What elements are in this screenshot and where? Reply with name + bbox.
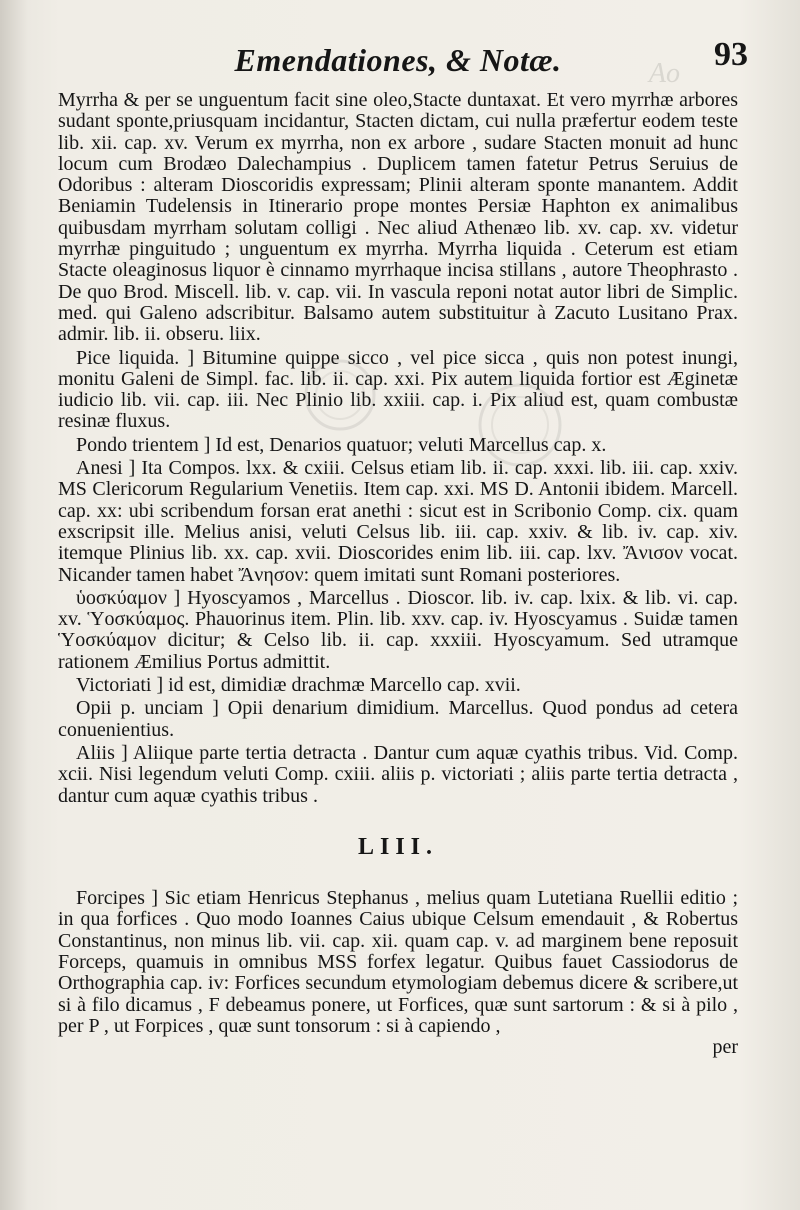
main-text (58, 90, 738, 1058)
paragraph-hyoscyamos: ὑοσκύαμον ] Hyoscyamos , Marcellus . Dioscor. lib. iv. cap. lxix. & lib. vi. cap. xv. Ὑοσκύαμος. Phauorinus item. Plin. lib. xxv. cap. iv. Hyoscyamus . Suidæ tamen Ὑοσκύαμον dicitur; & Celso lib. ii. cap. xxxiii. Hyoscyamum. Sed utramque rationem Æmilius Portus admittit. (58, 586, 738, 673)
paragraph-pice-liquida: Pice liquida. ] Bitumine quippe sicco , vel pice sicca , quis non potest inungi, monitu Galeni de Simpl. fac. lib. ii. cap. xxi. Pix autem liquida fortior est Æginetæ iudicio lib. vii. cap. iii. Nec Plinio lib. xxiii. cap. i. Pix aliud est, quam combustæ resinæ fluxus. (58, 346, 738, 433)
running-head (58, 36, 748, 90)
section-heading: LIII. (357, 833, 439, 860)
running-title: Emendationes, & Notæ. (234, 42, 562, 78)
paragraph-anesi: Anesi ] Ita Compos. lxx. & cxiii. Celsus etiam lib. ii. cap. xxxi. lib. iii. cap. xxiv. MS Clericorum Regularium Venetiis. Item cap. xxi. MS D. Antonii ibidem. Marcell. cap. xx: ubi scribendum forsan erat anethi : sicut est in Scribonio Comp. cix. quam exscripsit ille. Melius anisi, veluti Celsus lib. iii. cap. xxiv. & lib. iv. cap. xiv. itemque Plinius lib. xx. cap. xvii. Dioscorides enim lib. iii. cap. lxv. Ἄνισον vocat. Nicander tamen habet Ἄνησον: quem imitati sunt Romani posteriores. (58, 457, 738, 586)
paragraph-pondo-trientem: Pondo trientem ] Id est, Denarios quatuor; veluti Marcellus cap. x. (76, 433, 607, 456)
paragraph-opii: Opii p. unciam ] Opii denarium dimidium. Marcellus. Quod pondus ad cetera conuenientius. (58, 697, 738, 741)
paragraph-forcipes: Forcipes ] Sic etiam Henricus Stephanus , melius quam Lutetiana Ruellii editio ; in qua forfices . Quo modo Ioannes Caius ubique Celsum emendauit , & Robertus Constantinus, non minus lib. vii. cap. xii. quam cap. v. ad marginem bene reposuit Forceps, quamuis in omnibus MSS forfex legatur. Quibus fauet Cassiodorus de Orthographia cap. iv: Forfices secundum etymologiam debemus dicere & scribere,ut si à filo dicamus , F debeamus ponere, ut Forfices, quæ sunt sartorum : & si à pilo , per P , ut Forpices , quæ sunt tonsorum : si à capiendo , (58, 887, 738, 1037)
page-number: 93 (714, 36, 748, 73)
paragraph-myrrha: Myrrha & per se unguentum facit sine oleo,Stacte duntaxat. Et vero myrrhæ arbores sudant sponte,priusquam incidantur, Stacten dictam, cui nulla præfertur eodem teste lib. xii. cap. xv. Verum ex myrrha, non ex arbore , sudare Stacten monuit ad hunc locum cum Brodæo Dalechampius . Duplicem tamen fatetur Petrus Seruius de Odoribus : alteram Dioscoridis expressam; Plinii alteram sponte manantem. Addit Beniamin Tudelensis in Itinerario prope montes Persiæ Haphton ex animalibus quibusdam myrrham solutam colligi . Nec aliud Athenæo lib. xv. cap. xv. videtur myrrhæ pinguitudo ; unguentum ex myrrha. Myrrha liquida . Ceterum est etiam Stacte oleaginosus liquor è cinnamo myrrhaque incisa stillans , autore Theophrasto . De quo Brod. Miscell. lib. v. cap. vii. In vascula reponi notat autor libri de Simplic. med. qui Galeno adscribitur. Balsamo autem substituitur à Zacuto Lusitano Prax. admir. lib. ii. obseru. liix. (58, 89, 738, 346)
paragraph-aliis: Aliis ] Aliique parte tertia detracta . Dantur cum aquæ cyathis tribus. Vid. Comp. xcii. Nisi legendum veluti Comp. cxiii. aliis p. victoriati ; aliis parte tertia detracta , dantur cum aquæ cyathis tribus . (58, 741, 738, 807)
catchword: per (712, 1036, 738, 1059)
show-through-text: Ao (648, 58, 680, 89)
paragraph-victoriati: Victoriati ] id est, dimidiæ drachmæ Marcello cap. xvii. (76, 674, 521, 697)
